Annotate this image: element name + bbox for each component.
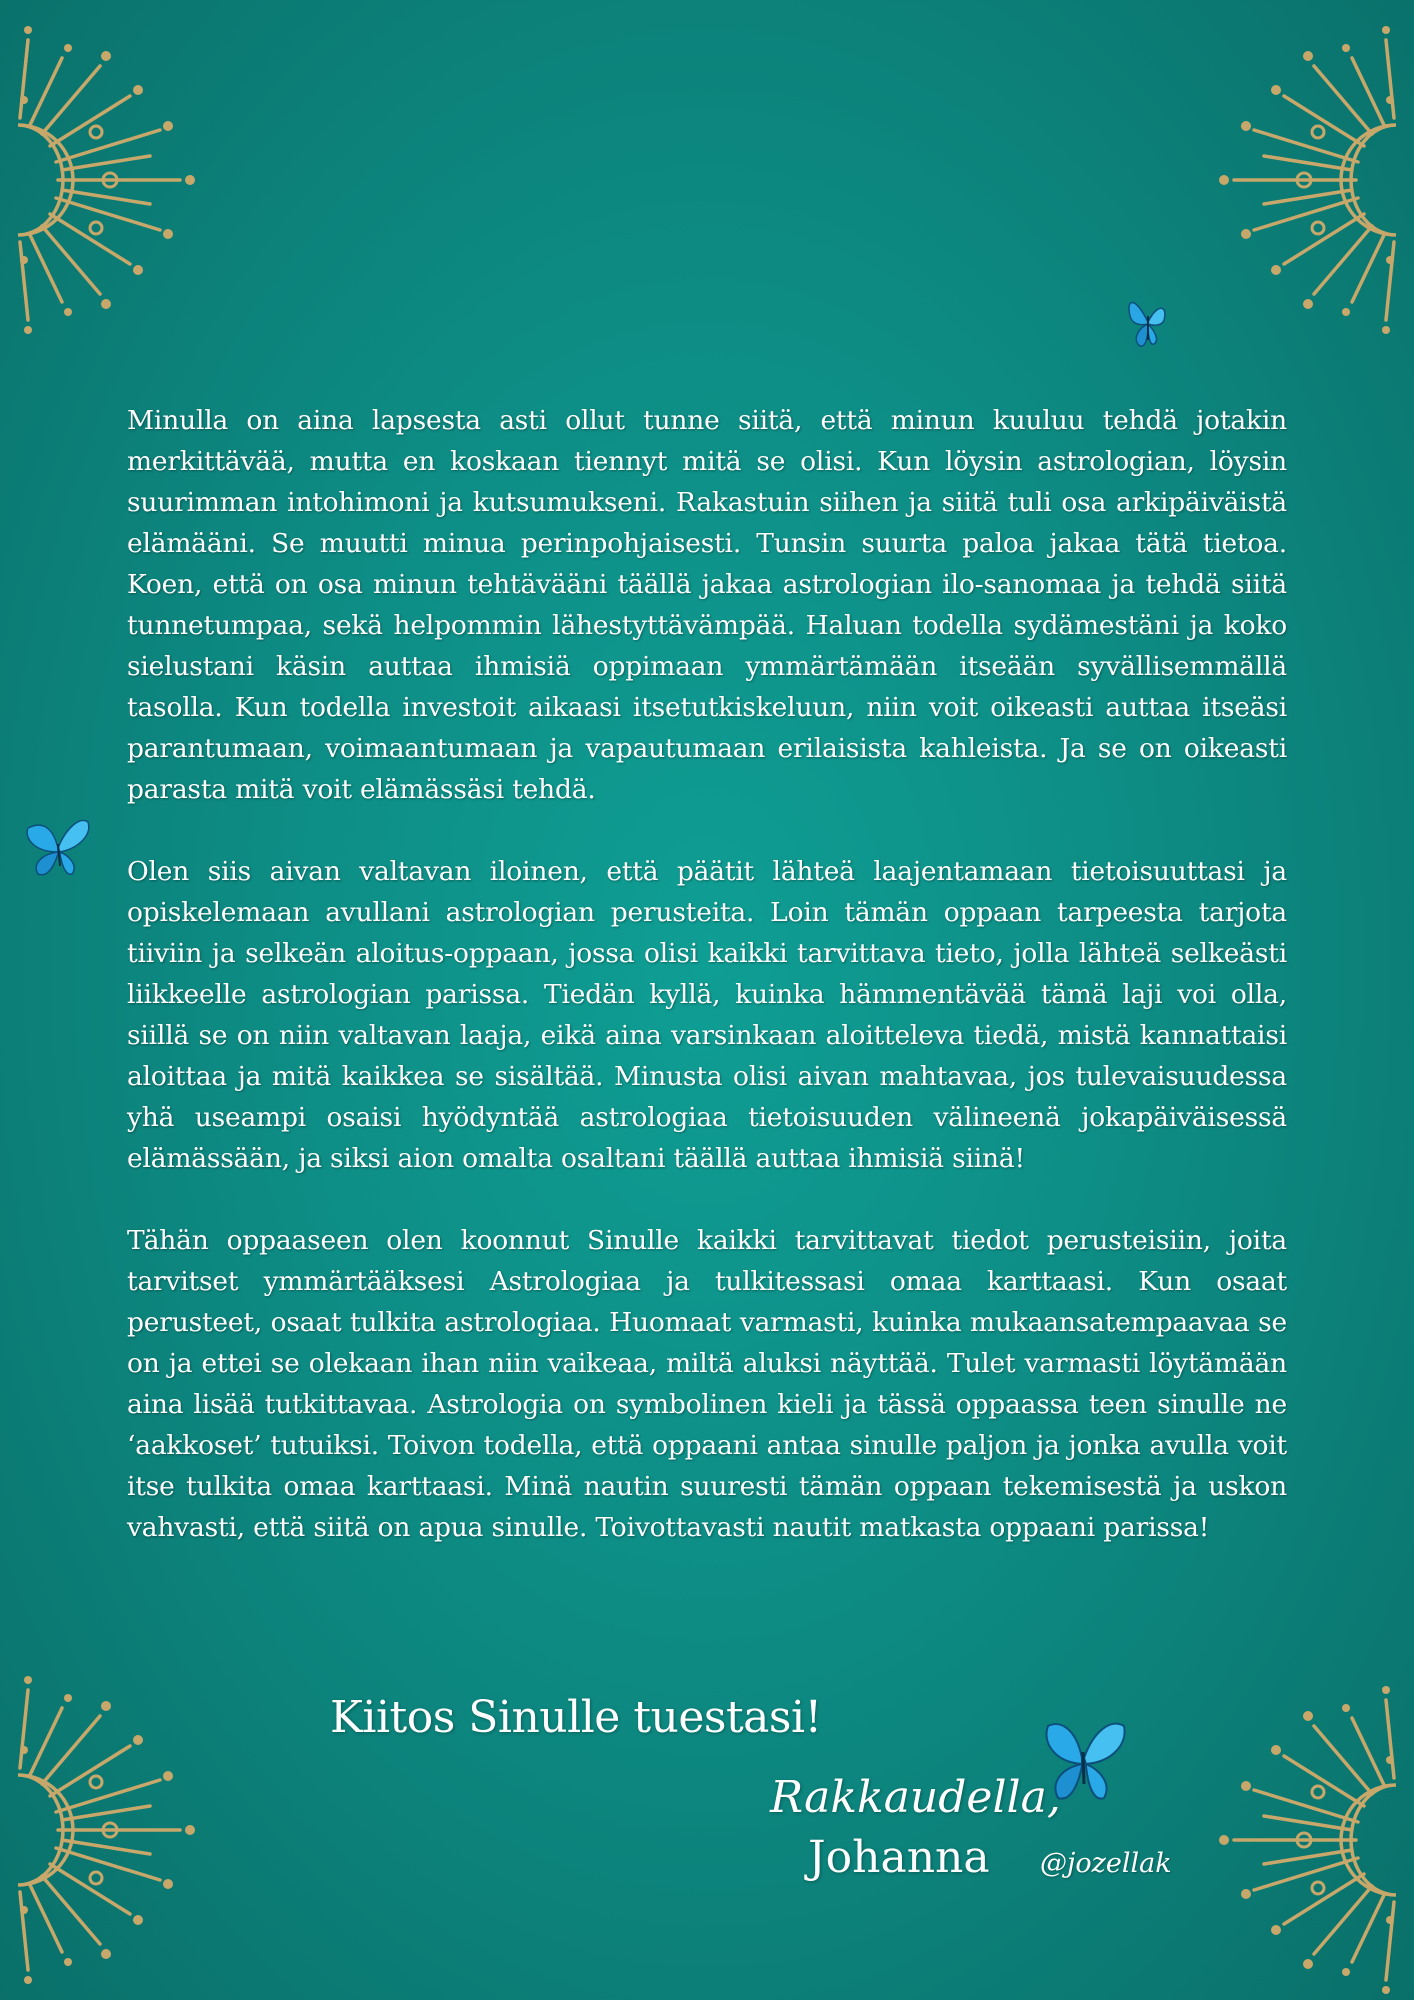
letter-body <box>127 400 1287 1589</box>
social-handle: @jozellak <box>1040 1848 1172 1879</box>
paragraph-1: Minulla on aina lapsesta asti ollut tunne siitä, että minun kuuluu tehdä jotakin merkittävää, mutta en koskaan tiennyt mitä se olisi. Kun löysin astrologian, löysin suurimman intohimoni ja kutsumukseni. Rakastuin siihen ja siitä tuli osa arkipäiväistä elämääni. Se muutti minua perinpohjaisesti. Tunsin suurta paloa jakaa tätä tietoa. Koen, että on osa minun tehtävääni täällä jakaa astrologian ilo-sanomaa ja tehdä siitä tunnetumpaa, sekä helpommin lähestyttävämpää. Haluan todella sydämestäni ja koko sielustani käsin auttaa ihmisiä oppimaan ymmärtämään itseään syvällisemmällä tasolla. Kun todella investoit aikaasi itsetutkiskeluun, niin voit oikeasti auttaa itseäsi parantumaan, voimaantumaan ja vapautumaan erilaisista kahleista. Ja se on oikeasti parasta mitä voit elämässäsi tehdä. <box>127 405 1287 805</box>
corner-ornament-top-right-icon <box>1214 0 1414 360</box>
paragraph-3: Tähän oppaaseen olen koonnut Sinulle kaikki tarvittavat tiedot perusteisiin, joita tarvitset ymmärtääksesi Astrologiaa ja tulkitessasi omaa karttaasi. Kun osaat perusteet, osaat tulkita astrologiaa. Huomaat varmasti, kuinka mukaansatempaavaa se on ja ettei se olekaan ihan niin vaikeaa, miltä aluksi näyttää. Tulet varmasti löytämään aina lisää tutkittavaa. Astrologia on symbolinen kieli ja tässä oppaassa teen sinulle ne ‘aakkoset’ tutuiksi. Toivon todella, että oppaani antaa sinulle paljon ja jonka avulla voit itse tulkita omaa karttaasi. Minä nautin suuresti tämän oppaan tekemisestä ja uskon vahvasti, että siitä on apua sinulle. Toivottavasti nautit matkasta oppaani parissa! <box>127 1225 1287 1543</box>
corner-ornament-top-left-icon <box>0 0 200 360</box>
butterfly-icon <box>1124 290 1172 352</box>
closing-salutation: Rakkaudella, <box>770 1772 1061 1823</box>
thanks-heading: Kiitos Sinulle tuestasi! <box>330 1692 822 1743</box>
paragraph-2: Olen siis aivan valtavan iloinen, että päätit lähteä laajentamaan tietoisuuttasi ja opiskelemaan avullani astrologian perusteita. Loin tämän oppaan tarpeesta tarjota tiiviin ja selkeän aloitus-oppaan, jossa olisi kaikki tarvittava tieto, jolla lähteä selkeästi liikkeelle astrologian parissa. Tiedän kyllä, kuinka hämmentävää tämä laji voi olla, siillä se on niin valtavan laaja, eikä aina varsinkaan aloitteleva tiedä, mistä kannattaisi aloittaa ja mitä kaikkea se sisältää. Minusta olisi aivan mahtavaa, jos tulevaisuudessa yhä useampi osaisi hyödyntää astrologiaa tietoisuuden välineenä jokapäiväisessä elämässään, ja siksi aion omalta osaltani täällä auttaa ihmisiä siinä! <box>127 856 1287 1174</box>
butterfly-icon <box>22 814 92 880</box>
signature-name: Johanna <box>808 1832 990 1883</box>
corner-ornament-bottom-right-icon <box>1214 1660 1414 2000</box>
corner-ornament-bottom-left-icon <box>0 1650 200 2000</box>
